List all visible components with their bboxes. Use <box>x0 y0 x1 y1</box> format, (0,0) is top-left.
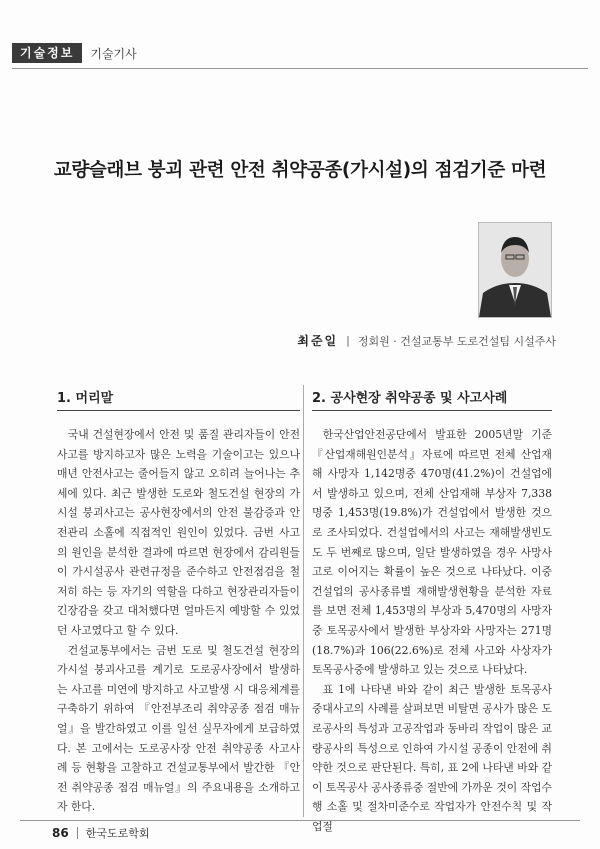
left-column <box>57 425 300 817</box>
category-label: 기술기사 <box>90 46 137 61</box>
header-divider <box>12 68 588 69</box>
column-divider <box>303 385 304 817</box>
author-separator: | <box>346 334 350 347</box>
author-name: 최준일 <box>297 334 339 348</box>
author-line <box>297 332 556 349</box>
section-header <box>12 43 137 63</box>
publication-name: 한국도로학회 <box>85 827 150 840</box>
article-title: 교량슬래브 붕괴 관련 안전 취약공종(가시설)의 점검기준 마련 <box>53 160 547 181</box>
author-affiliation: 정회원 · 건설교통부 도로건설팀 시설주사 <box>357 334 556 348</box>
section-divider-right <box>312 410 552 411</box>
page-number: 86 <box>52 826 69 840</box>
footer-separator <box>77 827 78 839</box>
section-tag: 기술정보 <box>12 43 82 63</box>
paragraph: 한국산업안전공단에서 발표한 2005년말 기준 『산업재해원인분석』자료에 따르면 전체 산업재해 사망자 1,142명중 470명(41.2%)이 건설업에서 발생하고 있으며, 전체 산업재해 부상자 7,338명중 1,453명(19.8%)가 건설업에서 발생한 것으로 조사되었다. 건설업에서의 사고는 재해발생빈도도 두 번째로 많으며, 일단 발생하였을 경우 사망사고로 이어지는 확률이 높은 것으로 나타났다. 이중 건설업의 공사종류별 재해발생현황을 분석한 자료를 보면 전체 1,453명의 부상과 5,470명의 사망자중 토목공사에서 발생한 부상자와 사망자는 271명(18.7%)과 106(22.6%)로 전체 사고와 사상자가 토목공사중에 발생하고 있는 것으로 나타났다. <box>312 428 552 677</box>
page-footer <box>52 825 149 841</box>
paragraph: 표 1에 나타낸 바와 같이 최근 발생한 토목공사 중대사고의 사례를 살펴보면 비탈면 공사가 많은 도로공사의 특성과 고공작업과 동바리 작업이 많은 교량공사의 특성으로 인하여 가시설 공종이 안전에 취약한 것으로 판단된다. 특히, 표 2에 나타낸 바와 같이 토목공사 공사종류중 절반에 가까운 것이 작업수행 소홀 및 절차미준수로 작업자가 안전수칙 및 작업절 <box>312 682 552 833</box>
paragraph: 건설교통부에서는 금번 도로 및 철도건설 현장의 가시설 붕괴사고를 계기로 도로공사장에서 발생하는 사고를 미연에 방지하고 사고발생 시 대응체계를 구축하기 위하여 『안전부조리 취약공종 점검 매뉴얼』을 발간하였고 이를 일선 실무자에게 보급하였다. 본 고에서는 도로공사장 안전 취약공종 사고사례 등 현황을 고찰하고 건설교통부에서 발간한 『안전 취약공종 점검 매뉴얼』의 주요내용을 소개하고자 한다. <box>57 643 300 814</box>
right-column <box>312 425 552 836</box>
section-heading-intro: 1. 머리말 <box>57 391 114 406</box>
section-heading-cases: 2. 공사현장 취약공종 및 사고사례 <box>312 391 508 406</box>
author-photo <box>478 222 552 318</box>
paragraph: 국내 건설현장에서 안전 및 품질 관리자들이 안전사고를 방지하고자 많은 노력을 기술이고는 있으나 매년 안전사고는 줄어들지 않고 오히려 늘어나는 추세에 있다. 최근 발생한 도로와 철도건설 현장의 가시설 붕괴사고는 공사현장에서의 안전 불감증과 안전관리 소홀에 직접적인 원인이 있었다. 금번 사고의 원인을 분석한 결과에 따르면 현장에서 감리원들이 가시설공사 관련규정을 준수하고 안전점검을 철저히 하는 등 자기의 역할을 다하고 현장관리자들이 긴장감을 갖고 대처했다면 얼마든지 예방할 수 있었던 사고였다고 할 수 있다. <box>57 428 300 637</box>
section-divider-left <box>57 410 300 411</box>
footer-divider <box>20 820 580 821</box>
